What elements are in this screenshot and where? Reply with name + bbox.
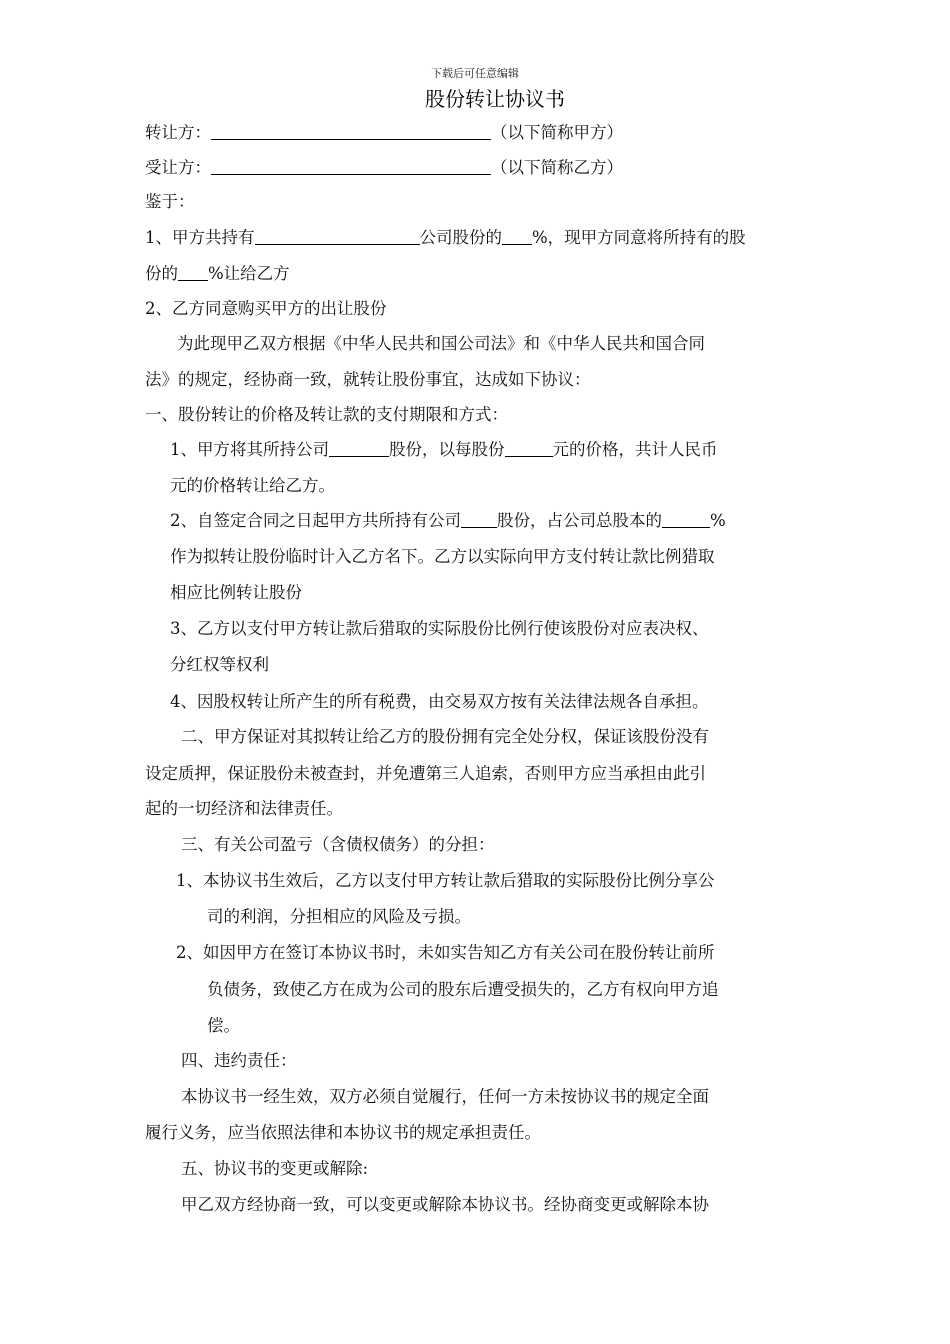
transferee-suffix: （以下简称乙方）: [491, 158, 623, 177]
section1-clause2-cont2: 相应比例转让股份: [170, 583, 302, 602]
recital-item2: 2、乙方同意购买甲方的出让股份: [145, 299, 387, 318]
s1c2-text-b: 股份，占公司总股本的: [497, 511, 662, 530]
section2-line1: 二、甲方保证对其拟转让给乙方的股份拥有完全处分权，保证该股份没有: [181, 727, 709, 746]
s1c1-text-a: 1、甲方将其所持公司: [170, 440, 329, 459]
company-blank: [255, 224, 420, 245]
recital-item1-text-a: 1、甲方共持有: [145, 228, 255, 247]
transferor-line: [145, 115, 623, 151]
recital-item1-text-c: %，现甲方同意将所持有的股: [532, 228, 746, 247]
section1-clause2-cont1: 作为拟转让股份临时计入乙方名下。乙方以实际向甲方支付转让款比例猎取: [170, 547, 715, 566]
transferor-suffix: （以下简称甲方）: [491, 123, 623, 142]
transferee-blank: [211, 154, 491, 175]
section3-heading: 三、有关公司盈亏（含债权债务）的分担：: [181, 835, 495, 854]
price-blank: [505, 436, 553, 457]
s1c1-text-b: 股份，以每股份: [389, 440, 505, 459]
transfer-percent-blank: [178, 260, 208, 281]
section5-heading: 五、协议书的变更或解除:: [181, 1159, 369, 1178]
transferor-blank: [211, 119, 491, 140]
recital-heading: 鉴于：: [145, 192, 195, 211]
shares-blank: [329, 436, 389, 457]
document-title: 股份转让协议书: [425, 87, 565, 111]
transferee-line: [145, 150, 623, 186]
section3-clause2-cont2: 偿。: [207, 1016, 240, 1035]
section4-line1: 本协议书一经生效，双方必须自觉履行，任何一方未按协议书的规定全面: [181, 1087, 709, 1106]
header-note: 下载后可任意编辑: [431, 67, 519, 80]
section3-clause2-cont1: 负债务，致使乙方在成为公司的股东后遭受损失的，乙方有权向甲方追: [207, 980, 719, 999]
section3-clause1: 1、本协议书生效后，乙方以支付甲方转让款后猎取的实际股份比例分享公: [176, 871, 715, 890]
recital-item1-cont: [145, 256, 290, 292]
section3-clause2: 2、如因甲方在签订本协议书时，未如实告知乙方有关公司在股份转让前所: [176, 943, 715, 962]
section1-clause3-cont: 分红权等权利: [170, 655, 269, 674]
section1-clause4: 4、因股权转让所产生的所有税费，由交易双方按有关法律法规各自承担。: [170, 692, 709, 711]
transferee-label: 受让方：: [145, 158, 211, 177]
section2-line2: 设定质押，保证股份未被查封，并免遭第三人追索，否则甲方应当承担由此引: [145, 764, 706, 783]
section5-line1: 甲乙双方经协商一致，可以变更或解除本协议书。经协商变更或解除本协: [181, 1195, 709, 1214]
section1-clause2: [170, 503, 726, 539]
section1-clause1: [170, 432, 718, 468]
section4-line2: 履行义务，应当依照法律和本协议书的规定承担责任。: [145, 1123, 541, 1142]
section1-heading: 一、股份转让的价格及转让款的支付期限和方式：: [145, 405, 508, 424]
s1c2-text-a: 2、自签定合同之日起甲方共所持有公司: [170, 511, 461, 530]
total-percent-blank: [662, 507, 710, 528]
recital-item1-text-e: %让给乙方: [208, 264, 290, 283]
s1c2-text-c: %: [710, 511, 726, 530]
recital-item1-text-b: 公司股份的: [419, 228, 502, 247]
section3-clause1-cont: 司的利润，分担相应的风险及亏损。: [207, 907, 471, 926]
section1-clause3: 3、乙方以支付甲方转让款后猎取的实际股份比例行使该股份对应表决权、: [170, 619, 709, 638]
percent-blank: [502, 224, 532, 245]
transferor-label: 转让方：: [145, 123, 211, 142]
recital-item1-text-d: 份的: [145, 264, 178, 283]
section2-line3: 起的一切经济和法律责任。: [145, 799, 343, 818]
basis-line-1: 为此现甲乙双方根据《中华人民共和国公司法》和《中华人民共和国合同: [177, 334, 705, 353]
section4-heading: 四、违约责任：: [181, 1051, 297, 1070]
s1c1-text-c: 元的价格，共计人民币: [552, 440, 718, 459]
held-shares-blank: [461, 507, 497, 528]
recital-item1: [145, 220, 746, 256]
basis-line-2: 法》的规定，经协商一致，就转让股份事宜，达成如下协议：: [145, 370, 591, 389]
section1-clause1-cont: 元的价格转让给乙方。: [170, 476, 335, 495]
